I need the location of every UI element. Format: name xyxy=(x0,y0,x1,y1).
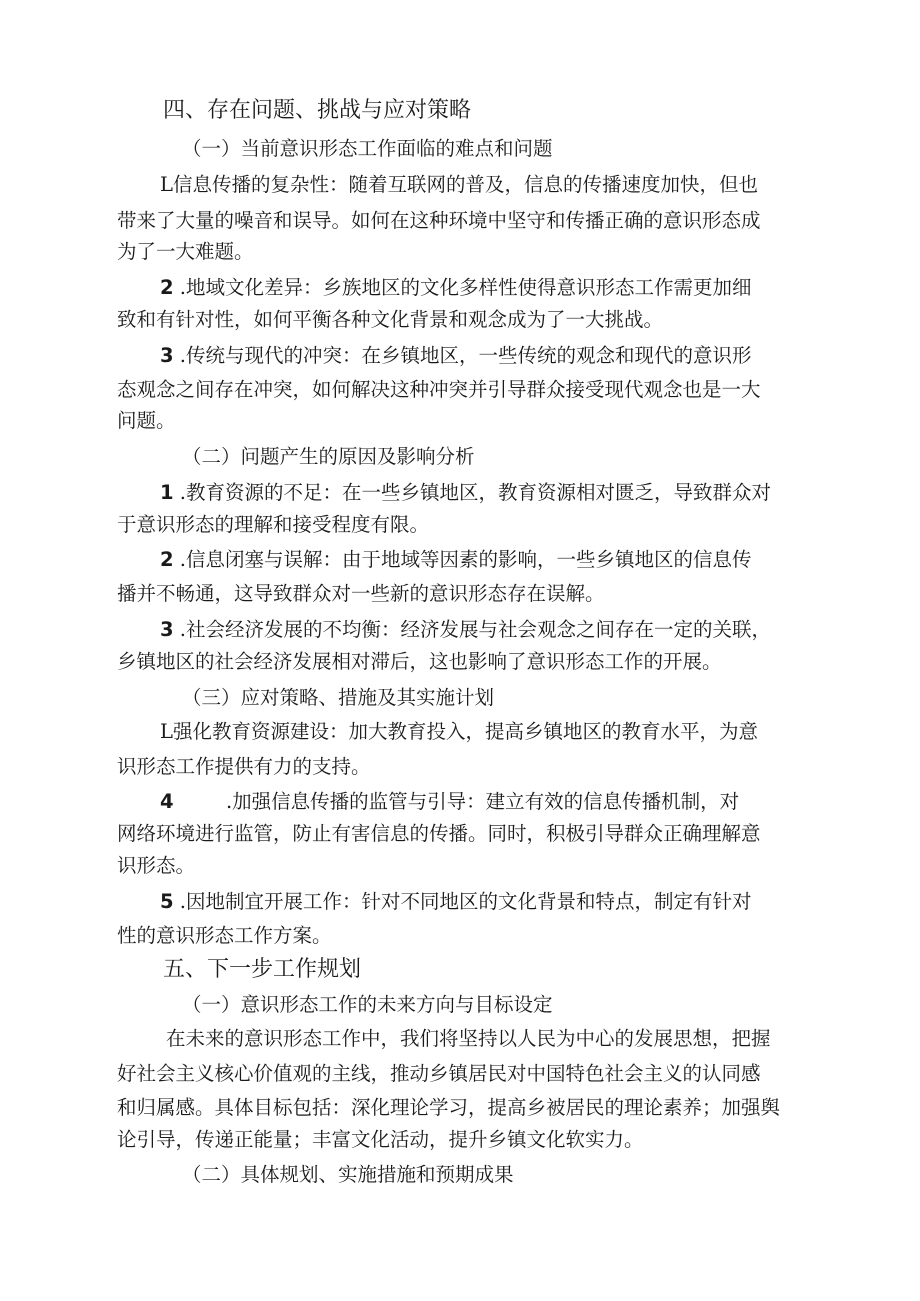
list-item-line xyxy=(160,618,771,642)
list-number: 5 xyxy=(160,890,174,913)
section-4-title: 四、存在问题、挑战与应对策略 xyxy=(163,98,472,123)
paragraph-line: L强化教育资源建设：加大教育投入，提高乡镇地区的教育水平，为意 xyxy=(160,720,758,743)
list-number: 2 xyxy=(160,548,174,571)
paragraph-line: 识形态。 xyxy=(117,854,196,877)
section-5-sub2-title: （二）具体规划、实施措施和预期成果 xyxy=(182,1163,514,1186)
paragraph-line: 网络环境进行监管，防止有害信息的传播。同时，积极引导群众正确理解意 xyxy=(117,822,761,845)
paragraph-line: 识形态工作提供有力的支持。 xyxy=(117,755,371,778)
list-number: 4 xyxy=(160,790,174,813)
paragraph-line: 在未来的意识形态工作中，我们将坚持以人民为中心的发展思想，把握 xyxy=(166,1027,771,1050)
list-number: 1 xyxy=(160,481,174,504)
list-text: .传统与现代的冲突：在乡镇地区，一些传统的观念和现代的意识形 xyxy=(179,344,752,367)
list-number: 3 xyxy=(160,344,174,367)
paragraph-line: 致和有针对性，如何平衡各种文化背景和观念成为了一大挑战。 xyxy=(117,308,664,331)
section-5-sub1-title: （一）意识形态工作的未来方向与目标设定 xyxy=(182,993,553,1016)
paragraph-line: 为了一大难题。 xyxy=(117,240,254,263)
list-number: 3 xyxy=(160,618,174,641)
paragraph-line: 于意识形态的理解和接受程度有限。 xyxy=(117,513,430,536)
section-4-sub1-title: （一）当前意识形态工作面临的难点和问题 xyxy=(182,137,553,160)
paragraph-line: 好社会主义核心价值观的主线，推动乡镇居民对中国特色社会主义的认同感 xyxy=(117,1062,761,1085)
list-item-line xyxy=(160,276,751,300)
paragraph-line: 论引导，传递正能量；丰富文化活动，提升乡镇文化软实力。 xyxy=(117,1128,644,1151)
paragraph-line: 态观念之间存在冲突，如何解决这种冲突并引导群众接受现代观念也是一大 xyxy=(117,378,761,401)
list-item-line xyxy=(160,344,751,368)
paragraph-line: 和归属感。具体目标包括：深化理论学习，提高乡被居民的理论素养；加强舆 xyxy=(117,1096,781,1119)
paragraph-line: 乡镇地区的社会经济发展相对滞后，这也影响了意识形态工作的开展。 xyxy=(117,650,722,673)
list-text: .因地制宜开展工作：针对不同地区的文化背景和特点，制定有针对 xyxy=(179,890,752,913)
list-item-line xyxy=(160,548,751,572)
section-5-title: 五、下一步工作规划 xyxy=(163,957,362,982)
list-text: .信息闭塞与误解：由于地域等因素的影响，一些乡镇地区的信息传 xyxy=(179,548,752,571)
paragraph-line: L信息传播的复杂性：随着互联网的普及，信息的传播速度加快，但也 xyxy=(160,173,758,196)
paragraph-line: 问题。 xyxy=(117,409,176,432)
list-text: .加强信息传播的监管与引导：建立有效的信息传播机制，对 xyxy=(225,790,740,813)
list-text: .地域文化差异：乡族地区的文化多样性使得意识形态工作需更加细 xyxy=(179,276,752,299)
list-item-line xyxy=(160,790,739,814)
paragraph-line: 性的意识形态工作方案。 xyxy=(117,924,332,947)
paragraph-line: 播并不畅通，这导致群众对一些新的意识形态存在误解。 xyxy=(117,582,605,605)
paragraph-line: 带来了大量的噪音和误导。如何在这种环境中坚守和传播正确的意识形态成 xyxy=(117,209,761,232)
section-4-sub2-title: （二）问题产生的原因及影响分析 xyxy=(182,445,475,468)
section-4-sub3-title: （三）应对策略、措施及其实施计划 xyxy=(182,686,495,709)
list-number: 2 xyxy=(160,276,174,299)
list-text: .教育资源的不足：在一些乡镇地区，教育资源相对匮乏，导致群众对 xyxy=(179,481,771,504)
list-text: .社会经济发展的不均衡：经济发展与社会观念之间存在一定的关联， xyxy=(179,618,771,641)
list-item-line xyxy=(160,890,751,914)
list-item-line xyxy=(160,481,771,505)
